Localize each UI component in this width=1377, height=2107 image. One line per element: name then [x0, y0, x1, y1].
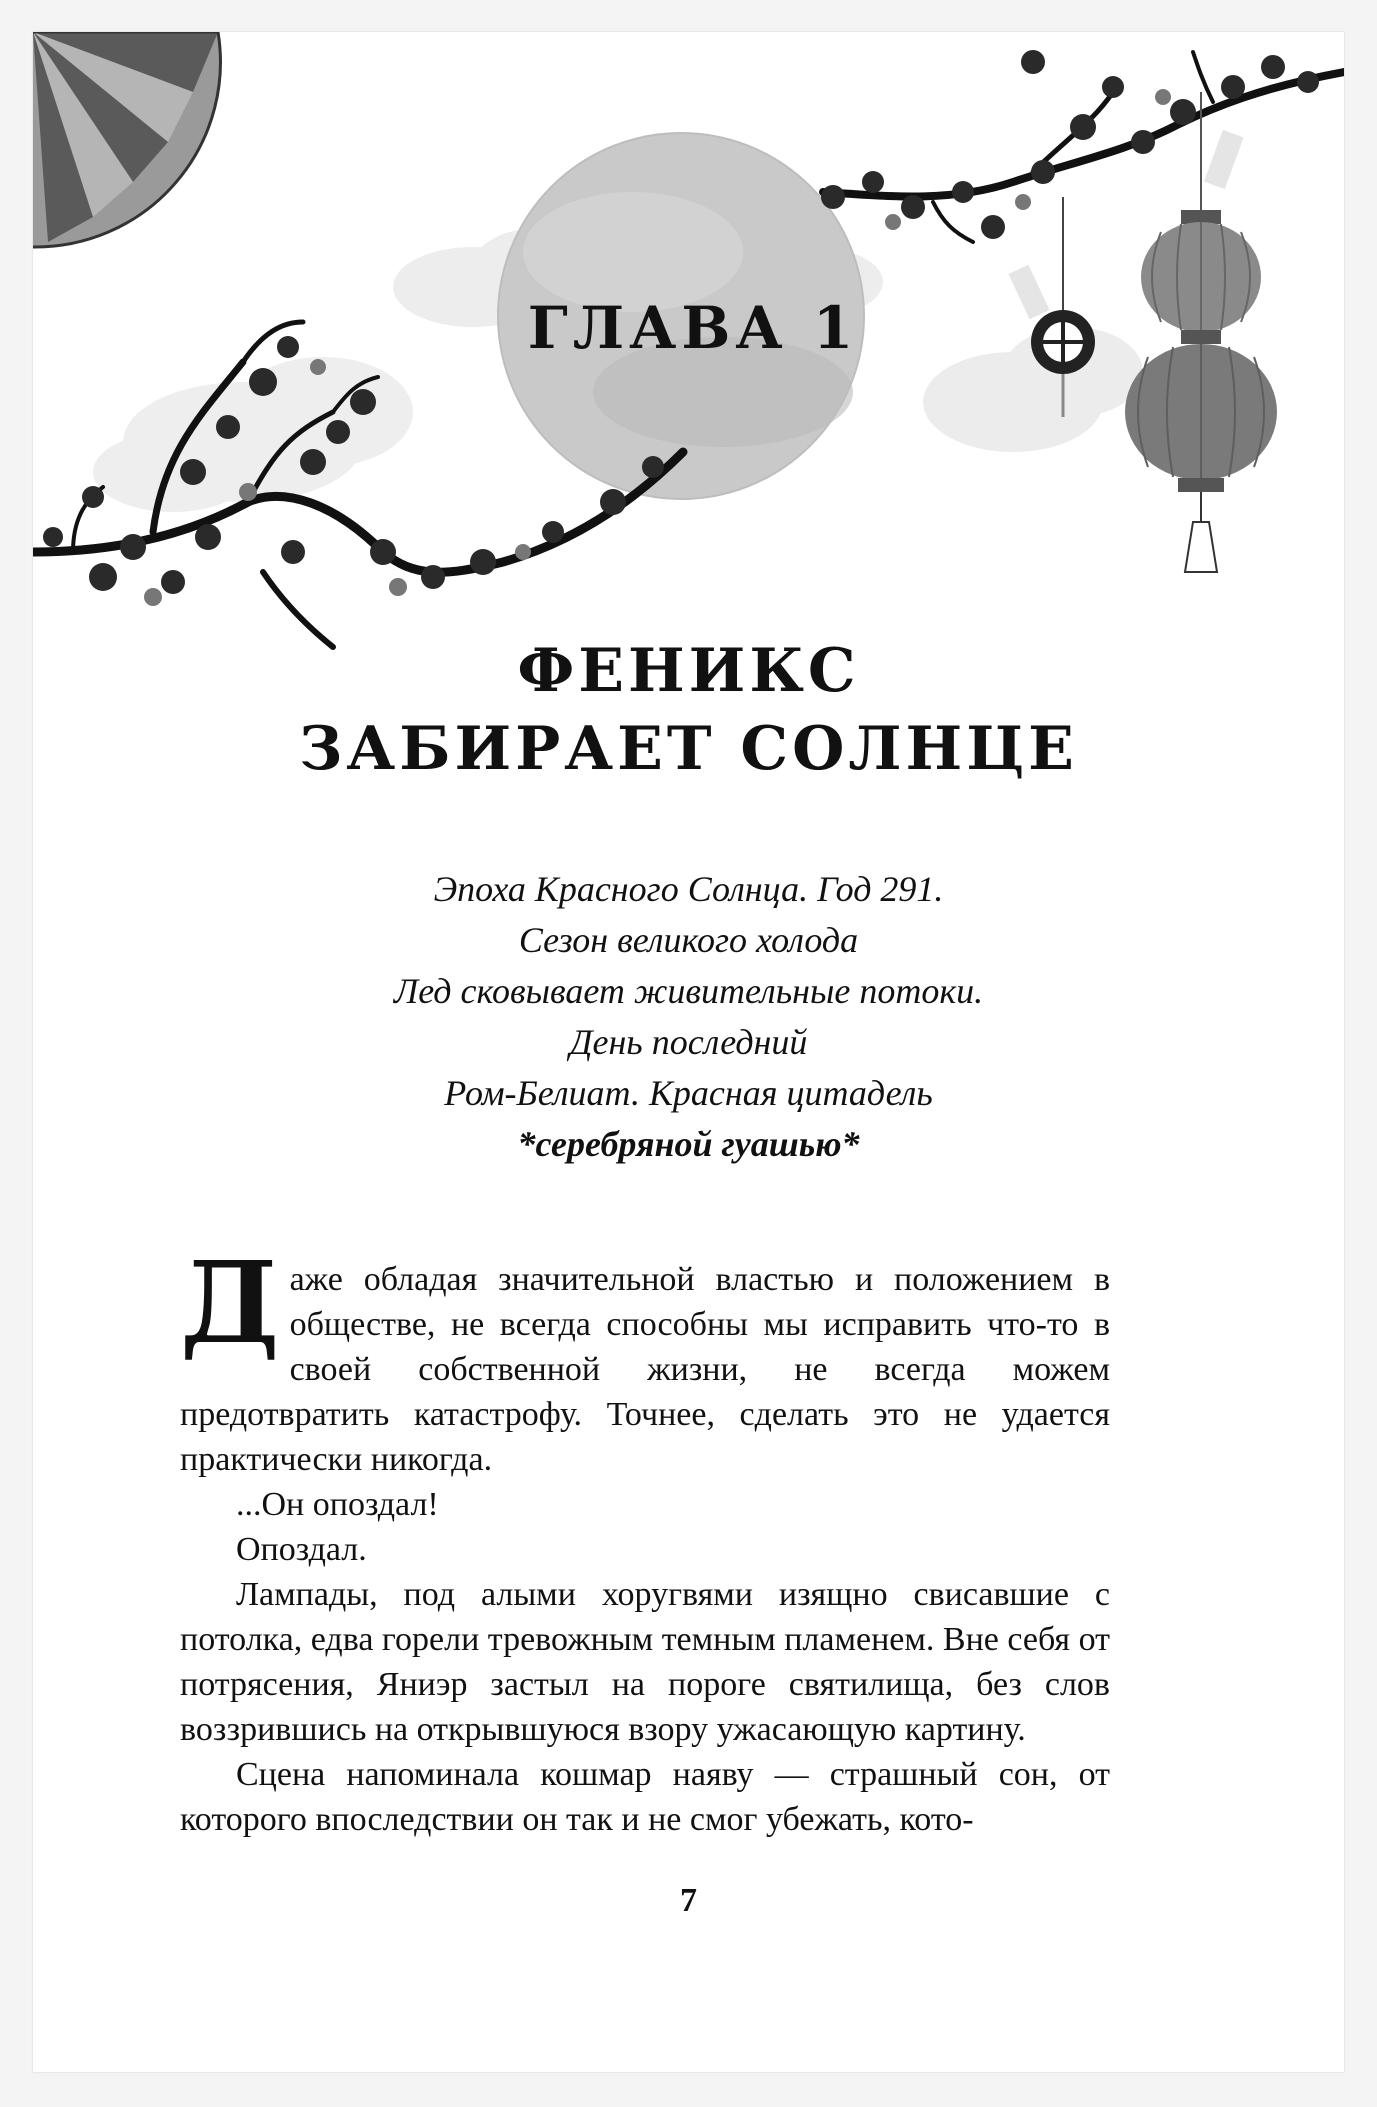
cherry-blossom-branch-right-icon	[821, 50, 1344, 242]
paragraph: ...Он опоздал!	[236, 1486, 439, 1523]
chapter-title-line-2: ЗАБИРАЕТ СОЛНЦЕ	[299, 714, 1078, 784]
epigraph-line: Ром-Белиат. Красная цитадель	[444, 1073, 933, 1113]
chapter-title-line-1: ФЕНИКС	[517, 636, 860, 706]
page-number: 7	[680, 1882, 697, 1919]
paragraph: Лампады, под алыми хоругвями изящно свисавшие с потолка, едва горели тревожным темным пламенем. Вне себя от потрясения, Яниэр застыл на пороге святилища, без слов воззрившись на открывшуюся взору ужасающую картину.	[180, 1576, 1110, 1748]
drop-cap: Д	[180, 1238, 280, 1369]
epigraph-line: Лед сковывает живительные потоки.	[393, 971, 984, 1011]
epigraph-line: День последний	[569, 1022, 808, 1062]
epigraph-bold-line: *серебряной гуашью*	[517, 1124, 860, 1164]
book-page	[33, 32, 1344, 2072]
folding-fan-icon	[33, 32, 220, 247]
chapter-label: ГЛАВА 1	[527, 294, 859, 362]
paragraph: Опоздал.	[236, 1531, 367, 1568]
epigraph-line: Сезон великого холода	[518, 920, 859, 960]
chapter-title	[33, 632, 1344, 788]
paragraph: Сцена напоминала кошмар наяву — страшный сон, от которого впоследствии он так и не смог убежать, кото-	[180, 1756, 1110, 1838]
epigraph-line: Эпоха Красного Солнца. Год 291.	[433, 869, 944, 909]
paragraph	[180, 1238, 1110, 1482]
epigraph	[33, 864, 1344, 1170]
paper-lantern-icon	[1125, 92, 1277, 572]
paragraph-text: аже обладая значительной властью и положением в обществе, не всегда способны мы исправить что-то в своей собственной жизни, не всегда можем предотвратить катастрофу. Точнее, сделать это не удается практически никогда.	[180, 1261, 1110, 1478]
body-text	[180, 1238, 1110, 1842]
